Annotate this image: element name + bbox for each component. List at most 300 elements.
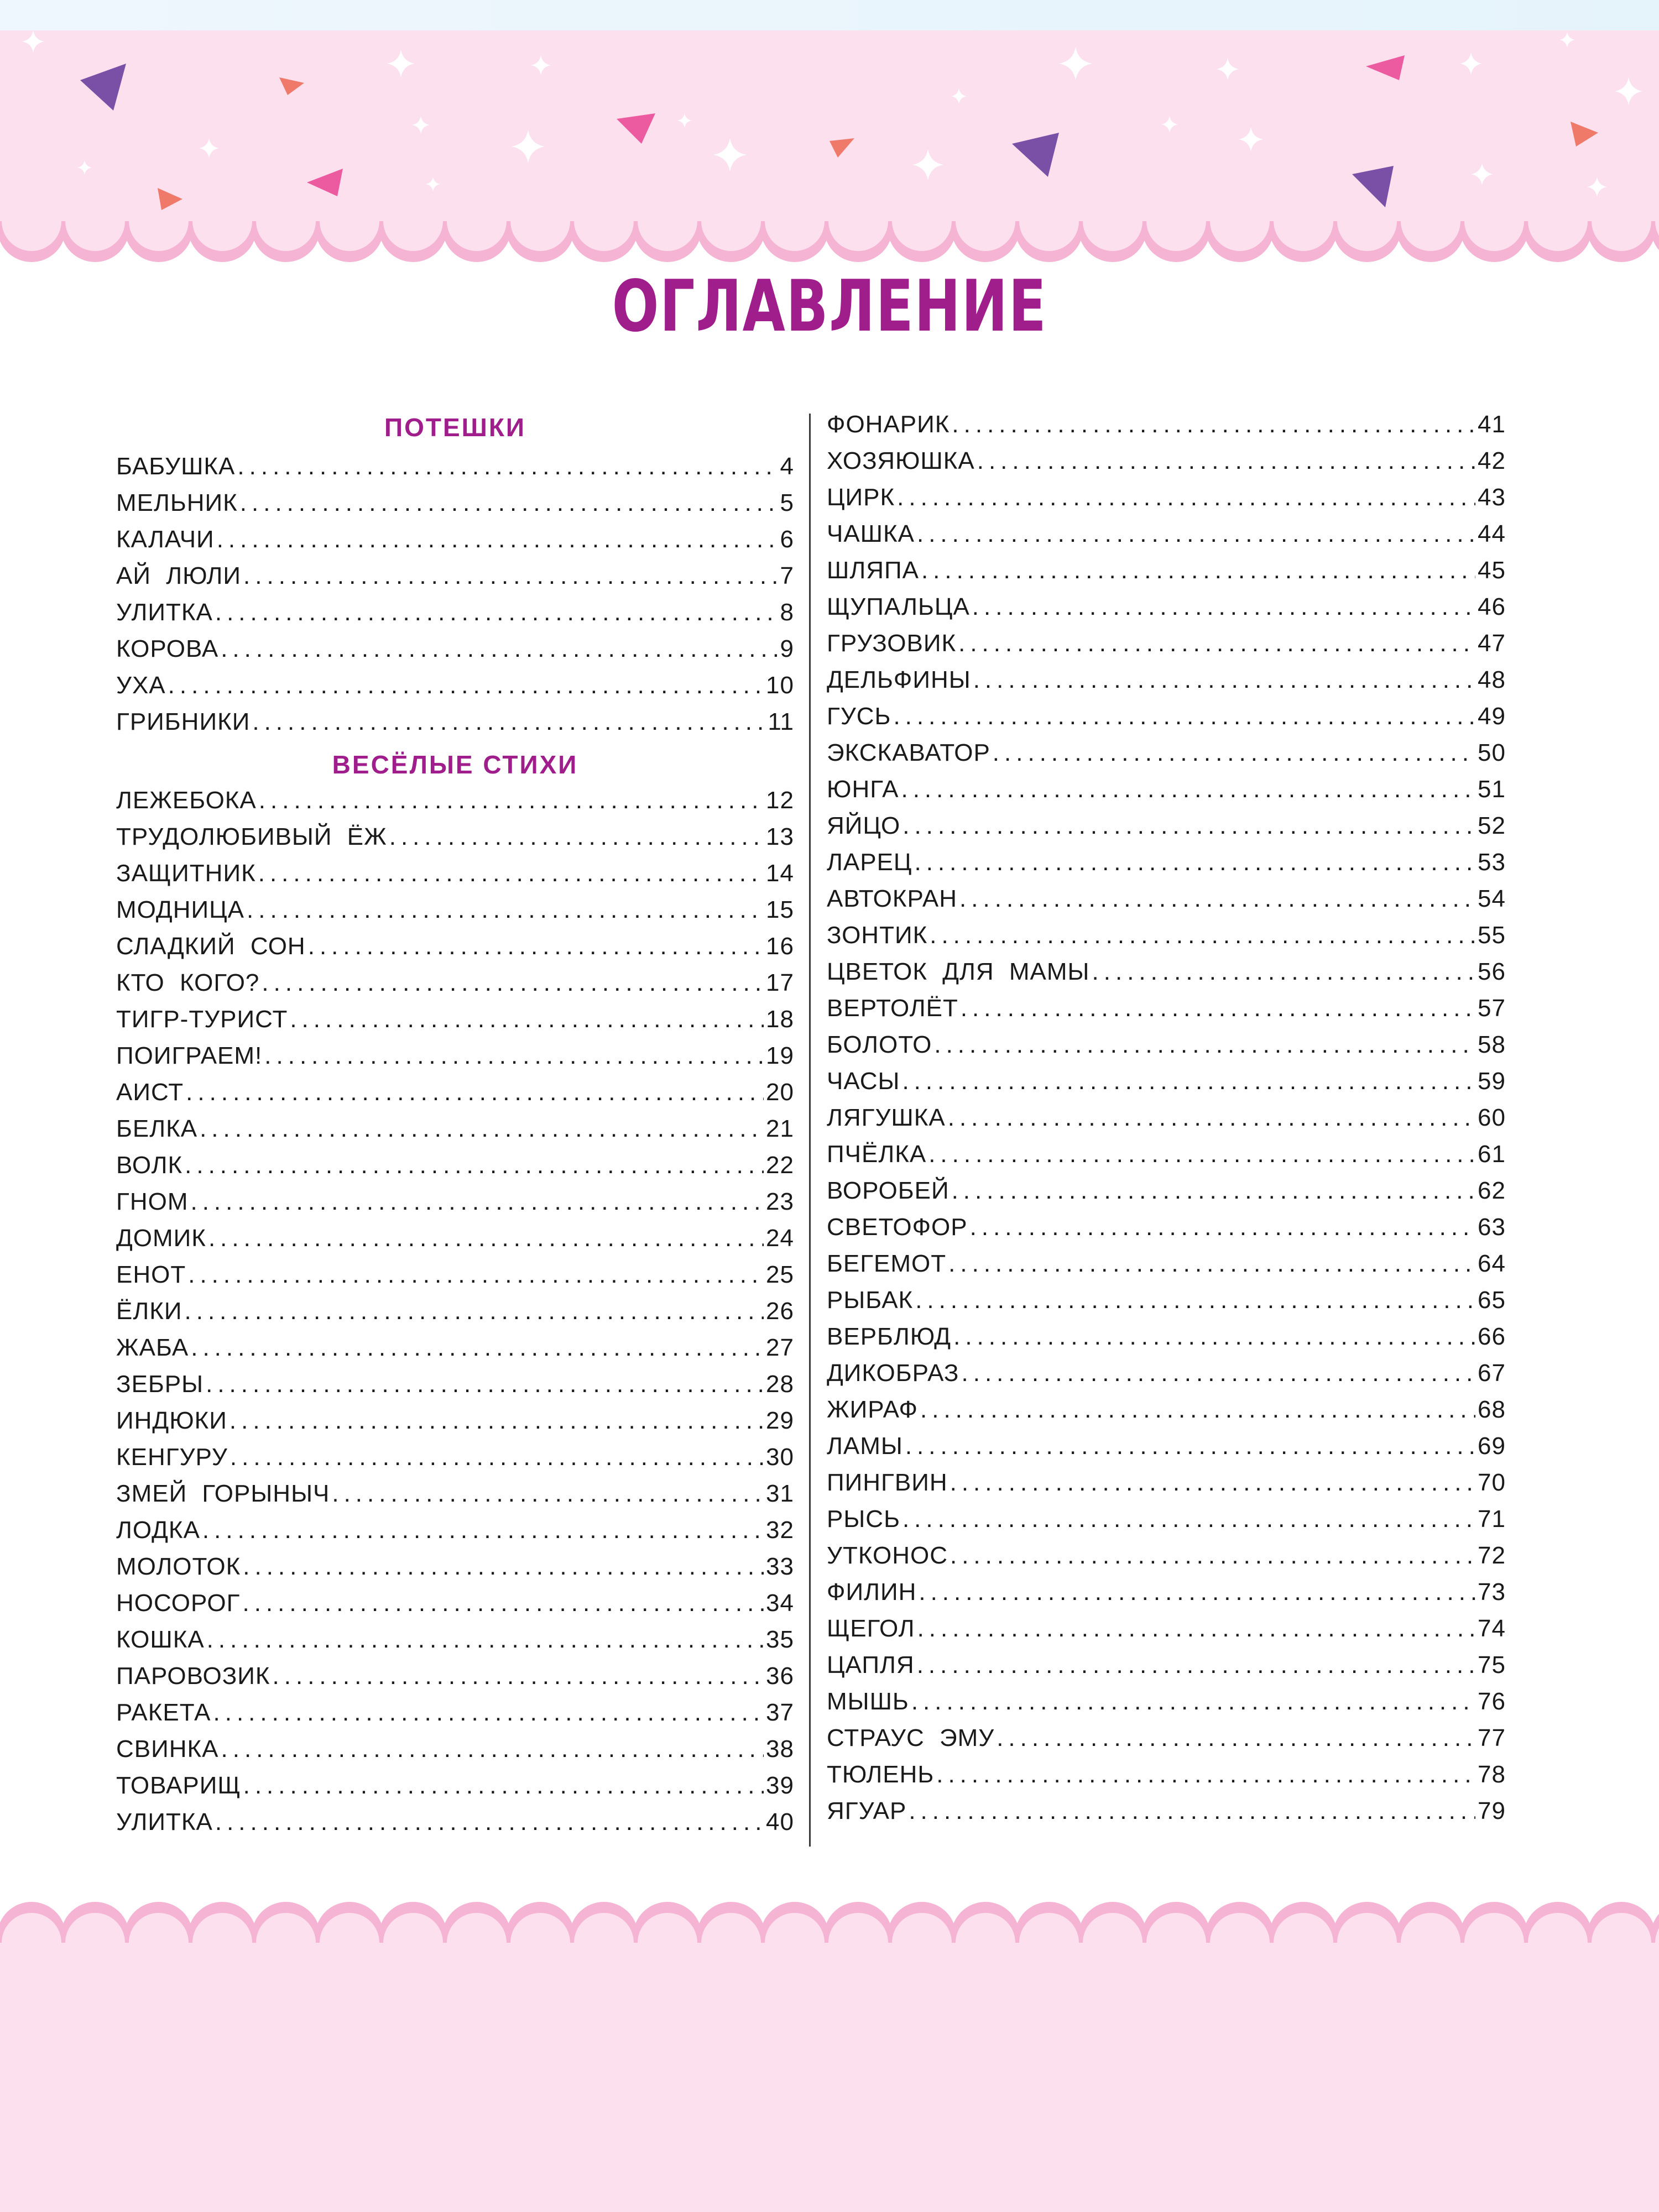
toc-entry[interactable] (827, 1683, 1506, 1720)
toc-entry[interactable] (827, 443, 1506, 479)
toc-entry[interactable] (116, 485, 794, 521)
entry-title: СВЕТОФОР (827, 1214, 968, 1241)
entry-title: УЛИТКА (116, 599, 213, 626)
entry-page-number: 43 (1478, 484, 1506, 511)
entry-page-number: 29 (766, 1407, 794, 1434)
entry-title: ЖИРАФ (827, 1396, 918, 1423)
section-list-vesyolye-stikhi (116, 782, 794, 1840)
toc-entry[interactable] (116, 1549, 794, 1585)
entry-page-number: 30 (766, 1444, 794, 1471)
toc-entry[interactable] (116, 1111, 794, 1147)
entry-page-number: 31 (766, 1480, 794, 1507)
entry-title: ЩЕГОЛ (827, 1615, 915, 1642)
section-list-poteshki (116, 448, 794, 740)
dot-leader (950, 1465, 1475, 1501)
toc-entry[interactable] (827, 1756, 1506, 1793)
entry-title: ТОВАРИЩ (116, 1772, 241, 1799)
entry-title: РАКЕТА (116, 1699, 211, 1726)
toc-entry[interactable] (827, 1100, 1506, 1136)
entry-page-number: 66 (1478, 1323, 1506, 1350)
entry-title: КТО КОГО? (116, 969, 260, 996)
entry-page-number: 10 (766, 672, 794, 699)
dot-leader (909, 1793, 1475, 1829)
dot-leader (221, 631, 778, 667)
toc-entry[interactable] (827, 1355, 1506, 1392)
toc-entry[interactable] (116, 892, 794, 928)
toc-entry[interactable] (827, 1027, 1506, 1063)
section-heading-vesyolye-stikhi: ВЕСЁЛЫЕ СТИХИ (332, 750, 578, 779)
dot-leader (290, 1001, 764, 1038)
entry-title: РЫБАК (827, 1287, 914, 1314)
entry-page-number: 65 (1478, 1287, 1506, 1314)
entry-title: МЕЛЬНИК (116, 489, 238, 516)
toc-entry[interactable] (827, 771, 1506, 808)
toc-entry[interactable] (116, 1074, 794, 1111)
dot-leader (897, 479, 1475, 516)
toc-entry[interactable] (116, 855, 794, 892)
entry-page-number: 74 (1478, 1615, 1506, 1642)
entry-title: АЙ ЛЮЛИ (116, 562, 242, 589)
dot-leader (229, 1403, 764, 1439)
entry-title: КАЛАЧИ (116, 526, 215, 553)
toc-entry[interactable] (116, 1038, 794, 1074)
entry-title: БОЛОТО (827, 1031, 932, 1058)
toc-entry[interactable] (827, 1647, 1506, 1683)
entry-title: БАБУШКА (116, 453, 236, 480)
footer-banner (0, 1902, 1659, 2212)
toc-entry[interactable] (827, 1173, 1506, 1209)
entry-page-number: 46 (1478, 593, 1506, 620)
entry-page-number: 51 (1478, 776, 1506, 803)
entry-title: УТКОНОС (827, 1542, 948, 1569)
toc-entry[interactable] (827, 516, 1506, 552)
entry-page-number: 58 (1478, 1031, 1506, 1058)
dot-leader (308, 928, 764, 965)
toc-entry[interactable] (827, 917, 1506, 954)
dot-leader (921, 552, 1475, 589)
toc-entry[interactable] (116, 558, 794, 594)
entry-page-number: 19 (766, 1042, 794, 1069)
toc-entry[interactable] (827, 1428, 1506, 1465)
entry-page-number: 47 (1478, 630, 1506, 657)
dot-leader (332, 1476, 764, 1512)
dot-leader (970, 1209, 1475, 1246)
entry-page-number: 18 (766, 1006, 794, 1033)
dot-leader (905, 1428, 1475, 1465)
toc-entry[interactable] (116, 1622, 794, 1658)
entry-title: ЖАБА (116, 1334, 189, 1361)
entry-page-number: 53 (1478, 849, 1506, 876)
dot-leader (997, 1720, 1475, 1756)
entry-page-number: 4 (780, 453, 794, 480)
page-title: ОГЛАВЛЕНИЕ (612, 265, 1047, 348)
dot-leader (914, 844, 1475, 881)
dot-leader (191, 1330, 764, 1366)
dot-leader (217, 521, 778, 558)
entry-title: СВИНКА (116, 1735, 219, 1763)
dot-leader (230, 1439, 764, 1476)
toc-entry[interactable] (116, 819, 794, 855)
entry-title: ЁЛКИ (116, 1298, 182, 1325)
dot-leader (952, 406, 1475, 443)
entry-page-number: 63 (1478, 1214, 1506, 1241)
toc-entry[interactable] (116, 1403, 794, 1439)
dot-leader (221, 1731, 764, 1767)
entry-page-number: 11 (768, 708, 794, 735)
dot-leader (242, 1585, 764, 1622)
entry-page-number: 50 (1478, 739, 1506, 766)
dot-leader (915, 1282, 1475, 1319)
toc-entry[interactable] (116, 1658, 794, 1695)
entry-title: БЕГЕМОТ (827, 1250, 947, 1277)
section-heading-poteshki: ПОТЕШКИ (384, 413, 526, 442)
dot-leader (237, 448, 778, 485)
toc-entry[interactable] (827, 479, 1506, 516)
toc-entry[interactable] (827, 1720, 1506, 1756)
entry-title: ДОМИК (116, 1225, 206, 1252)
entry-title: ЗМЕЙ ГОРЫНЫЧ (116, 1480, 330, 1507)
entry-page-number: 61 (1478, 1141, 1506, 1168)
entry-title: УЛИТКА (116, 1808, 213, 1836)
dot-leader (202, 1512, 764, 1549)
entry-title: ПЧЁЛКА (827, 1141, 927, 1168)
entry-page-number: 24 (766, 1225, 794, 1252)
entry-title: ЦАПЛЯ (827, 1651, 915, 1678)
entry-page-number: 60 (1478, 1104, 1506, 1131)
entry-title: ГРУЗОВИК (827, 630, 957, 657)
entry-page-number: 23 (766, 1188, 794, 1215)
dot-leader (977, 443, 1475, 479)
dot-leader (243, 1549, 764, 1585)
entry-title: ЛОДКА (116, 1516, 200, 1544)
entry-page-number: 27 (766, 1334, 794, 1361)
entry-title: РЫСЬ (827, 1505, 900, 1533)
dot-leader (902, 808, 1475, 844)
dot-leader (920, 1392, 1475, 1428)
entry-page-number: 39 (766, 1772, 794, 1799)
entry-page-number: 73 (1478, 1578, 1506, 1606)
toc-entry[interactable] (827, 1610, 1506, 1647)
dot-leader (247, 892, 764, 928)
toc-entry[interactable] (116, 1293, 794, 1330)
entry-page-number: 45 (1478, 557, 1506, 584)
entry-page-number: 8 (780, 599, 794, 626)
dot-leader (911, 1683, 1475, 1720)
toc-entry[interactable] (827, 662, 1506, 698)
entry-page-number: 32 (766, 1516, 794, 1544)
entry-page-number: 59 (1478, 1068, 1506, 1095)
entry-page-number: 35 (766, 1626, 794, 1653)
entry-page-number: 6 (780, 526, 794, 553)
dot-leader (213, 1695, 764, 1731)
entry-title: ЧАШКА (827, 520, 915, 547)
entry-page-number: 15 (766, 896, 794, 923)
entry-title: ГНОМ (116, 1188, 189, 1215)
toc-entry[interactable] (116, 1731, 794, 1767)
entry-page-number: 14 (766, 860, 794, 887)
dot-leader (930, 917, 1475, 954)
section-list-continued (827, 406, 1506, 1829)
entry-page-number: 22 (766, 1152, 794, 1179)
entry-title: СТРАУС ЭМУ (827, 1724, 995, 1751)
dot-leader (186, 1074, 764, 1111)
toc-entry[interactable] (827, 625, 1506, 662)
entry-title: ПАРОВОЗИК (116, 1662, 270, 1690)
entry-title: ДИКОБРАЗ (827, 1359, 959, 1387)
entry-page-number: 25 (766, 1261, 794, 1288)
entry-title: ФОНАРИК (827, 411, 950, 438)
entry-title: ТЮЛЕНЬ (827, 1761, 935, 1788)
toc-entry[interactable] (827, 589, 1506, 625)
dot-leader (928, 1136, 1475, 1173)
entry-title: КОШКА (116, 1626, 205, 1653)
toc-entry[interactable] (827, 990, 1506, 1027)
dot-leader (215, 1804, 764, 1840)
toc-entry[interactable] (116, 1147, 794, 1184)
entry-page-number: 52 (1478, 812, 1506, 839)
dot-leader (190, 1184, 764, 1220)
entry-title: ДЕЛЬФИНЫ (827, 666, 971, 693)
entry-title: ЩУПАЛЬЦА (827, 593, 970, 620)
entry-page-number: 26 (766, 1298, 794, 1325)
entry-title: ПИНГВИН (827, 1469, 948, 1496)
toc-entry[interactable] (116, 965, 794, 1001)
toc-entry[interactable] (116, 1476, 794, 1512)
entry-page-number: 21 (766, 1115, 794, 1142)
column-divider (809, 414, 811, 1847)
entry-page-number: 79 (1478, 1797, 1506, 1824)
toc-right-column (827, 406, 1506, 1829)
dot-leader (934, 1027, 1475, 1063)
dot-leader (185, 1293, 764, 1330)
dot-leader (959, 881, 1475, 917)
entry-title: БЕЛКА (116, 1115, 198, 1142)
toc-entry[interactable] (827, 1319, 1506, 1355)
toc-entry[interactable] (827, 954, 1506, 990)
entry-title: НОСОРОГ (116, 1589, 241, 1617)
toc-entry[interactable] (116, 1512, 794, 1549)
dot-leader (961, 990, 1475, 1027)
entry-page-number: 77 (1478, 1724, 1506, 1751)
entry-page-number: 68 (1478, 1396, 1506, 1423)
dot-leader (901, 771, 1475, 808)
toc-entry[interactable] (827, 698, 1506, 735)
entry-title: УХА (116, 672, 166, 699)
entry-page-number: 48 (1478, 666, 1506, 693)
toc-entry[interactable] (827, 1392, 1506, 1428)
toc-entry[interactable] (116, 1366, 794, 1403)
entry-title: ТИГР-ТУРИСТ (116, 1006, 288, 1033)
dot-leader (259, 782, 764, 819)
toc-entry[interactable] (116, 1257, 794, 1293)
dot-leader (215, 594, 778, 631)
entry-page-number: 37 (766, 1699, 794, 1726)
dot-leader (200, 1111, 764, 1147)
dot-leader (168, 667, 764, 704)
toc-entry[interactable] (116, 1220, 794, 1257)
entry-page-number: 34 (766, 1589, 794, 1617)
entry-page-number: 64 (1478, 1250, 1506, 1277)
dot-leader (208, 1220, 764, 1257)
toc-entry[interactable] (827, 1063, 1506, 1100)
toc-entry[interactable] (827, 1246, 1506, 1282)
dot-leader (273, 1658, 764, 1695)
entry-title: СЛАДКИЙ СОН (116, 933, 306, 960)
dot-leader (972, 589, 1475, 625)
entry-title: ПОИГРАЕМ! (116, 1042, 263, 1069)
toc-entry[interactable] (827, 1282, 1506, 1319)
entry-page-number: 75 (1478, 1651, 1506, 1678)
entry-page-number: 67 (1478, 1359, 1506, 1387)
entry-title: ЮНГА (827, 776, 899, 803)
dot-leader (936, 1756, 1475, 1793)
toc-entry[interactable] (116, 1184, 794, 1220)
entry-title: КОРОВА (116, 635, 219, 662)
entry-title: АВТОКРАН (827, 885, 958, 912)
toc-entry[interactable] (116, 631, 794, 667)
entry-page-number: 71 (1478, 1505, 1506, 1533)
dot-leader (973, 662, 1475, 698)
entry-page-number: 33 (766, 1553, 794, 1580)
toc-entry[interactable] (116, 448, 794, 485)
toc-entry[interactable] (827, 881, 1506, 917)
toc-entry[interactable] (827, 1465, 1506, 1501)
entry-page-number: 16 (766, 933, 794, 960)
entry-page-number: 54 (1478, 885, 1506, 912)
entry-page-number: 41 (1478, 411, 1506, 438)
dot-leader (919, 1574, 1475, 1610)
toc-entry[interactable] (827, 1501, 1506, 1538)
entry-title: ЯЙЦО (827, 812, 901, 839)
entry-title: ЯГУАР (827, 1797, 907, 1824)
entry-page-number: 40 (766, 1808, 794, 1836)
dot-leader (188, 1257, 764, 1293)
entry-page-number: 12 (766, 787, 794, 814)
entry-page-number: 20 (766, 1079, 794, 1106)
entry-title: ГРИБНИКИ (116, 708, 251, 735)
toc-entry[interactable] (827, 844, 1506, 881)
entry-page-number: 70 (1478, 1469, 1506, 1496)
entry-page-number: 56 (1478, 958, 1506, 985)
toc-entry[interactable] (116, 1804, 794, 1840)
entry-title: АИСТ (116, 1079, 184, 1106)
entry-title: ЛЯГУШКА (827, 1104, 946, 1131)
entry-title: ЕНОТ (116, 1261, 186, 1288)
entry-page-number: 7 (780, 562, 794, 589)
dot-leader (893, 698, 1475, 735)
dot-leader (958, 625, 1475, 662)
toc-left-column (116, 406, 794, 1840)
toc-entry[interactable] (827, 552, 1506, 589)
dot-leader (389, 819, 764, 855)
entry-page-number: 78 (1478, 1761, 1506, 1788)
toc-entry[interactable] (116, 704, 794, 740)
entry-title: ВОРОБЕЙ (827, 1177, 950, 1204)
entry-page-number: 42 (1478, 447, 1506, 474)
dot-leader (262, 965, 764, 1001)
entry-title: МОДНИЦА (116, 896, 245, 923)
toc-entry[interactable] (116, 1330, 794, 1366)
entry-page-number: 62 (1478, 1177, 1506, 1204)
dot-leader (207, 1622, 764, 1658)
toc-entry[interactable] (116, 521, 794, 558)
toc-entry[interactable] (116, 1585, 794, 1622)
entry-title: ВЕРТОЛЁТ (827, 995, 958, 1022)
toc-entry[interactable] (116, 594, 794, 631)
entry-page-number: 28 (766, 1371, 794, 1398)
toc-entry[interactable] (827, 1209, 1506, 1246)
entry-page-number: 44 (1478, 520, 1506, 547)
scallop-border-bottom (0, 1902, 1659, 2212)
entry-title: МОЛОТОК (116, 1553, 241, 1580)
entry-title: ЛАМЫ (827, 1432, 903, 1460)
entry-page-number: 49 (1478, 703, 1506, 730)
entry-title: ЗЕБРЫ (116, 1371, 204, 1398)
dot-leader (948, 1246, 1475, 1282)
entry-title: ВЕРБЛЮД (827, 1323, 952, 1350)
dot-leader (952, 1173, 1475, 1209)
dot-leader (993, 735, 1475, 771)
entry-title: ГУСЬ (827, 703, 891, 730)
toc-entry[interactable] (827, 808, 1506, 844)
dot-leader (206, 1366, 764, 1403)
entry-title: ЧАСЫ (827, 1068, 900, 1095)
entry-title: ЦИРК (827, 484, 895, 511)
toc-entry[interactable] (827, 1574, 1506, 1610)
entry-title: МЫШЬ (827, 1688, 909, 1715)
dot-leader (917, 516, 1475, 552)
toc-entry[interactable] (827, 735, 1506, 771)
entry-title: ВОЛК (116, 1152, 183, 1179)
entry-title: ЗОНТИК (827, 922, 928, 949)
entry-page-number: 17 (766, 969, 794, 996)
entry-title: ШЛЯПА (827, 557, 919, 584)
dot-leader (243, 558, 778, 594)
dot-leader (962, 1355, 1476, 1392)
dot-leader (917, 1610, 1475, 1647)
toc-entry[interactable] (827, 406, 1506, 443)
toc-entry[interactable] (116, 1695, 794, 1731)
toc-entry[interactable] (827, 1538, 1506, 1574)
toc-entry[interactable] (116, 1439, 794, 1476)
toc-entry[interactable] (827, 1136, 1506, 1173)
header-banner (0, 0, 1659, 265)
toc-entry[interactable] (116, 928, 794, 965)
scallop-border-top (0, 30, 1659, 262)
entry-page-number: 57 (1478, 995, 1506, 1022)
toc-entry[interactable] (827, 1793, 1506, 1829)
dot-leader (950, 1538, 1475, 1574)
entry-title: ИНДЮКИ (116, 1407, 227, 1434)
entry-page-number: 72 (1478, 1542, 1506, 1569)
entry-title: ЗАЩИТНИК (116, 860, 256, 887)
entry-page-number: 13 (766, 823, 794, 850)
dot-leader (258, 855, 764, 892)
entry-title: ХОЗЯЮШКА (827, 447, 975, 474)
entry-title: ТРУДОЛЮБИВЫЙ ЁЖ (116, 823, 387, 850)
entry-title: ЛЕЖЕБОКА (116, 787, 257, 814)
toc-entry[interactable] (116, 1001, 794, 1038)
dot-leader (953, 1319, 1475, 1355)
entry-page-number: 76 (1478, 1688, 1506, 1715)
toc-entry[interactable] (116, 1767, 794, 1804)
entry-title: ЭКСКАВАТОР (827, 739, 990, 766)
entry-page-number: 69 (1478, 1432, 1506, 1460)
dot-leader (1092, 954, 1476, 990)
toc-entry[interactable] (116, 782, 794, 819)
toc-entry[interactable] (116, 667, 794, 704)
dot-leader (264, 1038, 764, 1074)
